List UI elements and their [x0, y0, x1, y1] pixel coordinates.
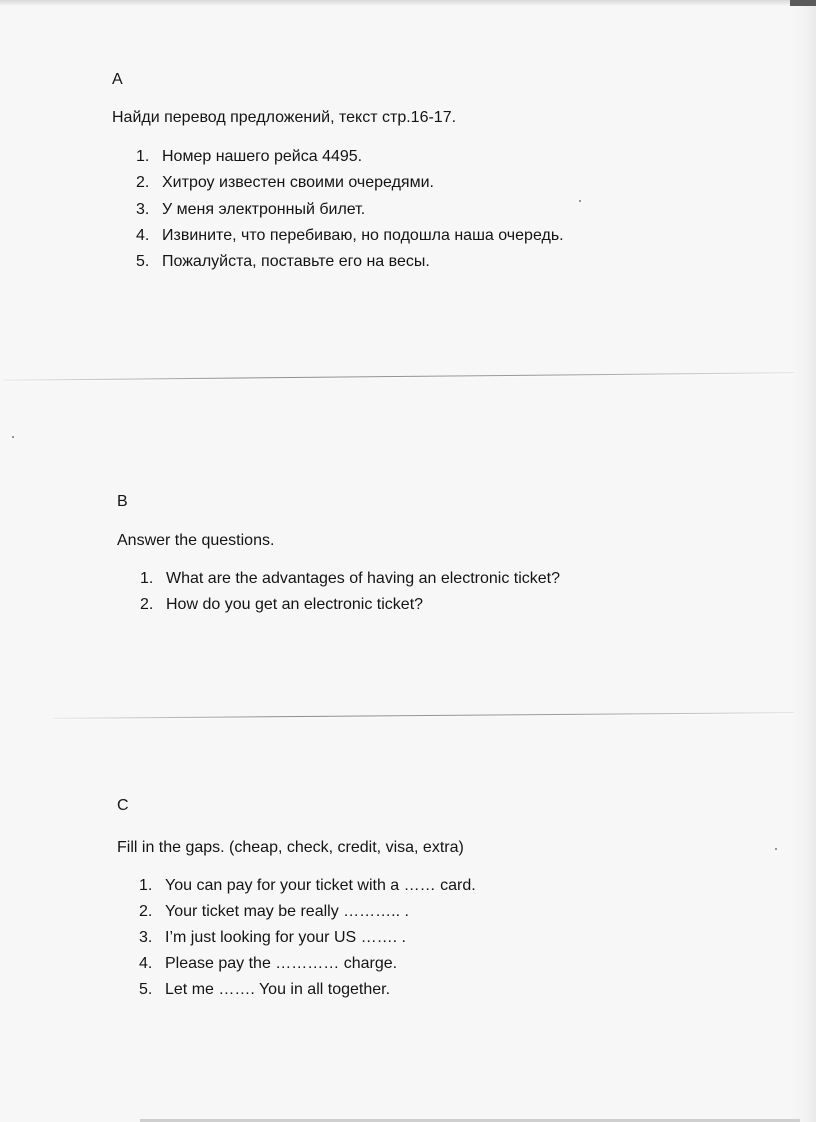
item-text: What are the advantages of having an electronic ticket?: [166, 570, 561, 587]
item-number: 3.: [139, 929, 153, 946]
list-item: [136, 197, 564, 223]
item-number: 4.: [136, 226, 150, 244]
item-text: У меня электронный билет.: [162, 200, 366, 218]
item-text: Let me ……. You in all together.: [165, 981, 391, 998]
list-item: [136, 249, 564, 275]
item-text: Your ticket may be really ……….. .: [165, 903, 409, 920]
scan-speck: [775, 848, 777, 850]
section-b-letter: B: [117, 493, 128, 510]
scan-right-edge-shadow: [790, 0, 816, 1122]
list-item: [140, 566, 560, 592]
item-text: How do you get an electronic ticket?: [166, 596, 424, 614]
section-c-letter: C: [117, 797, 129, 814]
item-number: 2.: [140, 596, 154, 614]
item-number: 4.: [139, 955, 153, 972]
item-number: 2.: [139, 903, 153, 920]
section-c-list: [139, 873, 476, 1003]
item-text: Хитроу известен своими очередями.: [162, 174, 434, 192]
item-number: 1.: [139, 877, 153, 894]
section-b-instruction: Answer the questions.: [117, 532, 275, 549]
item-text: Извините, что перебиваю, но подошла наша очередь.: [162, 226, 564, 244]
list-item: [136, 223, 564, 249]
list-item: [139, 899, 476, 925]
item-number: 1.: [136, 148, 150, 165]
paper-fold-line-1: [4, 372, 794, 381]
list-item: [139, 951, 476, 977]
item-text: Номер нашего рейса 4495.: [162, 148, 363, 165]
section-a-instruction: Найди перевод предложений, текст стр.16-17.: [112, 109, 457, 126]
section-a-letter: A: [112, 71, 123, 88]
list-item: [136, 170, 564, 196]
item-number: 1.: [140, 570, 154, 587]
item-text: I’m just looking for your US ……. .: [165, 929, 406, 946]
scan-speck: [579, 200, 581, 202]
scan-speck: [12, 436, 14, 438]
list-item: [139, 925, 476, 951]
section-b-list: [140, 566, 560, 619]
section-c-instruction: Fill in the gaps. (cheap, check, credit, visa, extra): [117, 839, 464, 856]
scan-top-edge-shadow: [0, 0, 816, 6]
item-text: Пожалуйста, поставьте его на весы.: [162, 253, 430, 271]
item-number: 2.: [136, 174, 150, 192]
scan-corner-mark: [790, 0, 816, 6]
section-a-list: [136, 144, 564, 275]
paper-fold-line-2: [54, 712, 794, 719]
item-text: You can pay for your ticket with a …… card.: [165, 877, 476, 894]
item-number: 3.: [136, 200, 150, 218]
item-number: 5.: [136, 253, 150, 271]
item-number: 5.: [139, 981, 153, 998]
list-item: [140, 592, 560, 618]
list-item: [136, 144, 564, 170]
list-item: [139, 873, 476, 899]
list-item: [139, 977, 476, 1003]
item-text: Please pay the ………… charge.: [165, 955, 398, 972]
